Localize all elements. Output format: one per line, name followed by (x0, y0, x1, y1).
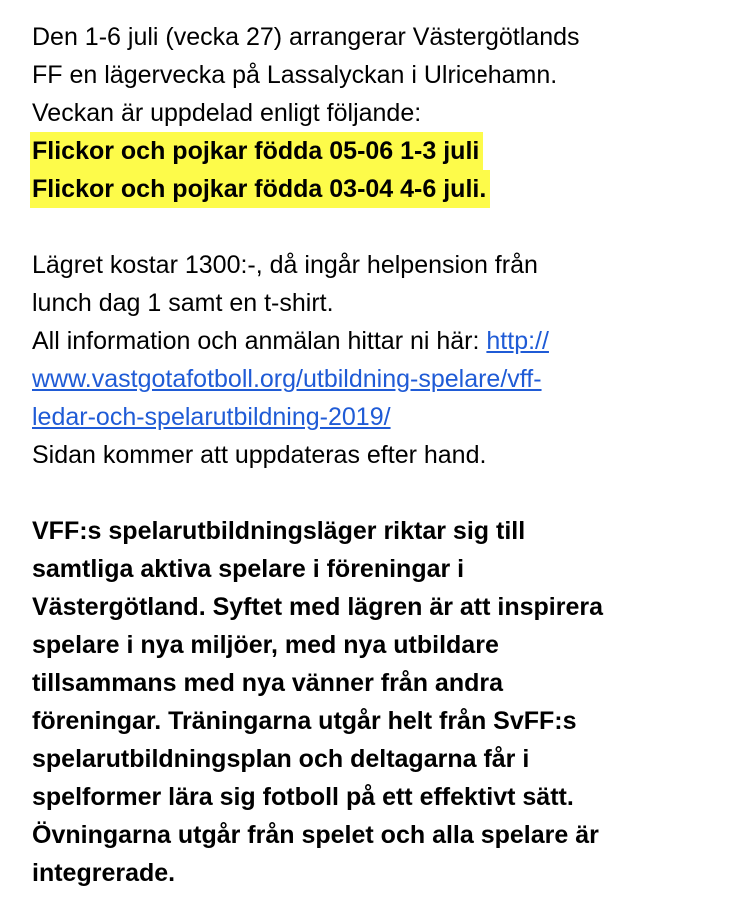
description-line-3: Västergötland. Syftet med lägren är att inspirera (32, 593, 603, 621)
description-line-1: VFF:s spelarutbildningsläger riktar sig till (32, 517, 526, 545)
description-line-10: integrerade. (32, 859, 176, 887)
description-line-8: spelformer lära sig fotboll på ett effektivt sätt. (32, 783, 574, 811)
highlight-text-2: Flickor och pojkar födda 03-04 4-6 juli. (30, 170, 490, 208)
intro-line-1: Den 1-6 juli (vecka 27) arrangerar Västergötlands (32, 23, 580, 51)
link-row-3 (32, 398, 732, 436)
description-line-7: spelarutbildningsplan och deltagarna får i (32, 745, 530, 773)
description-line-6: föreningar. Träningarna utgår helt från SvFF:s (32, 707, 577, 735)
description-line-5: tillsammans med nya vänner från andra (32, 669, 504, 697)
paragraph-gap (32, 474, 732, 512)
description-line-2: samtliga aktiva spelare i föreningar i (32, 555, 465, 583)
registration-link-part-1[interactable]: http:// (486, 327, 549, 355)
description-line-9: Övningarna utgår från spelet och alla spelare är (32, 821, 599, 849)
link-row-2 (32, 360, 732, 398)
highlight-row-2 (32, 170, 732, 208)
price-line-2: lunch dag 1 samt en t-shirt. (32, 289, 334, 317)
intro-line-2: FF en lägervecka på Lassalyckan i Ulricehamn. (32, 61, 558, 89)
price-line-1: Lägret kostar 1300:-, då ingår helpension från (32, 251, 538, 279)
info-link-prefix: All information och anmälan hittar ni här: (32, 327, 487, 355)
update-note: Sidan kommer att uppdateras efter hand. (32, 441, 487, 469)
description-line-4: spelare i nya miljöer, med nya utbildare (32, 631, 499, 659)
info-link-row (32, 322, 732, 360)
registration-link-part-2[interactable]: www.vastgotafotboll.org/utbildning-spelare/vff- (32, 365, 542, 393)
highlight-text-1: Flickor och pojkar födda 05-06 1-3 juli (30, 132, 483, 170)
registration-link-part-3[interactable]: ledar-och-spelarutbildning-2019/ (32, 403, 391, 431)
highlight-row-1 (32, 132, 732, 170)
intro-line-3: Veckan är uppdelad enligt följande: (32, 99, 422, 127)
article-body (32, 18, 732, 892)
paragraph-gap (32, 208, 732, 246)
